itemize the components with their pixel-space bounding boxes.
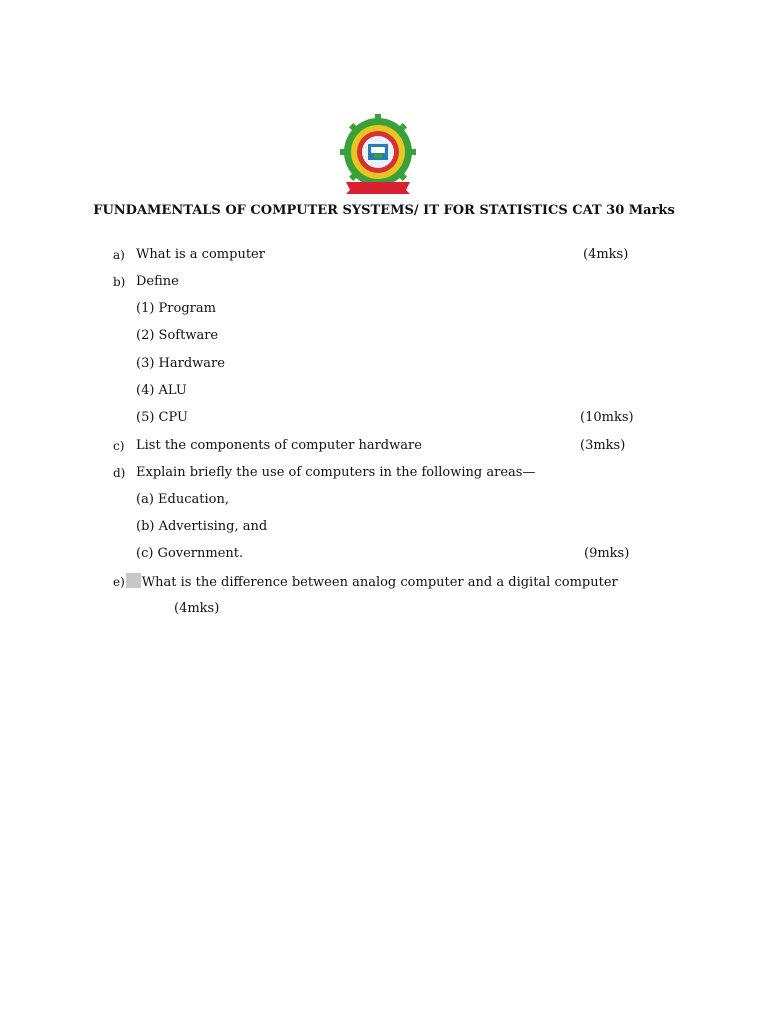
question-d-text: Explain briefly the use of computers in the following areas— [136,465,536,480]
question-a-label: a) [113,248,125,262]
selection-highlight [126,573,141,588]
question-a-text: What is a computer [136,247,265,262]
question-c-label: c) [113,439,125,453]
question-b-marks: (10mks) [580,410,634,425]
question-b-item: (5) CPU [136,410,188,425]
question-b-item: (1) Program [136,301,216,316]
question-c-marks: (3mks) [580,438,626,453]
question-e-text: What is the difference between analog computer and a digital computer [141,575,618,590]
question-b-text: Define [136,274,179,289]
university-logo [340,114,416,196]
document-title: FUNDAMENTALS OF COMPUTER SYSTEMS/ IT FOR STATISTICS CAT 30 Marks [93,203,675,218]
question-d-marks: (9mks) [584,546,630,561]
question-b-item: (2) Software [136,328,219,343]
ribbon-icon [346,182,410,194]
question-e-marks: (4mks) [174,601,220,616]
question-d-label: d) [113,466,126,480]
question-d-item: (a) Education, [136,492,229,507]
question-c-text: List the components of computer hardware [136,438,422,453]
question-b-label: b) [113,275,126,289]
question-b-item: (3) Hardware [136,356,225,371]
question-b-item: (4) ALU [136,383,187,398]
question-e-label: e) [113,575,125,589]
question-d-item: (c) Government. [136,546,244,561]
question-a-marks: (4mks) [583,247,629,262]
question-d-item: (b) Advertising, and [136,519,268,534]
question-e-line [113,573,618,591]
